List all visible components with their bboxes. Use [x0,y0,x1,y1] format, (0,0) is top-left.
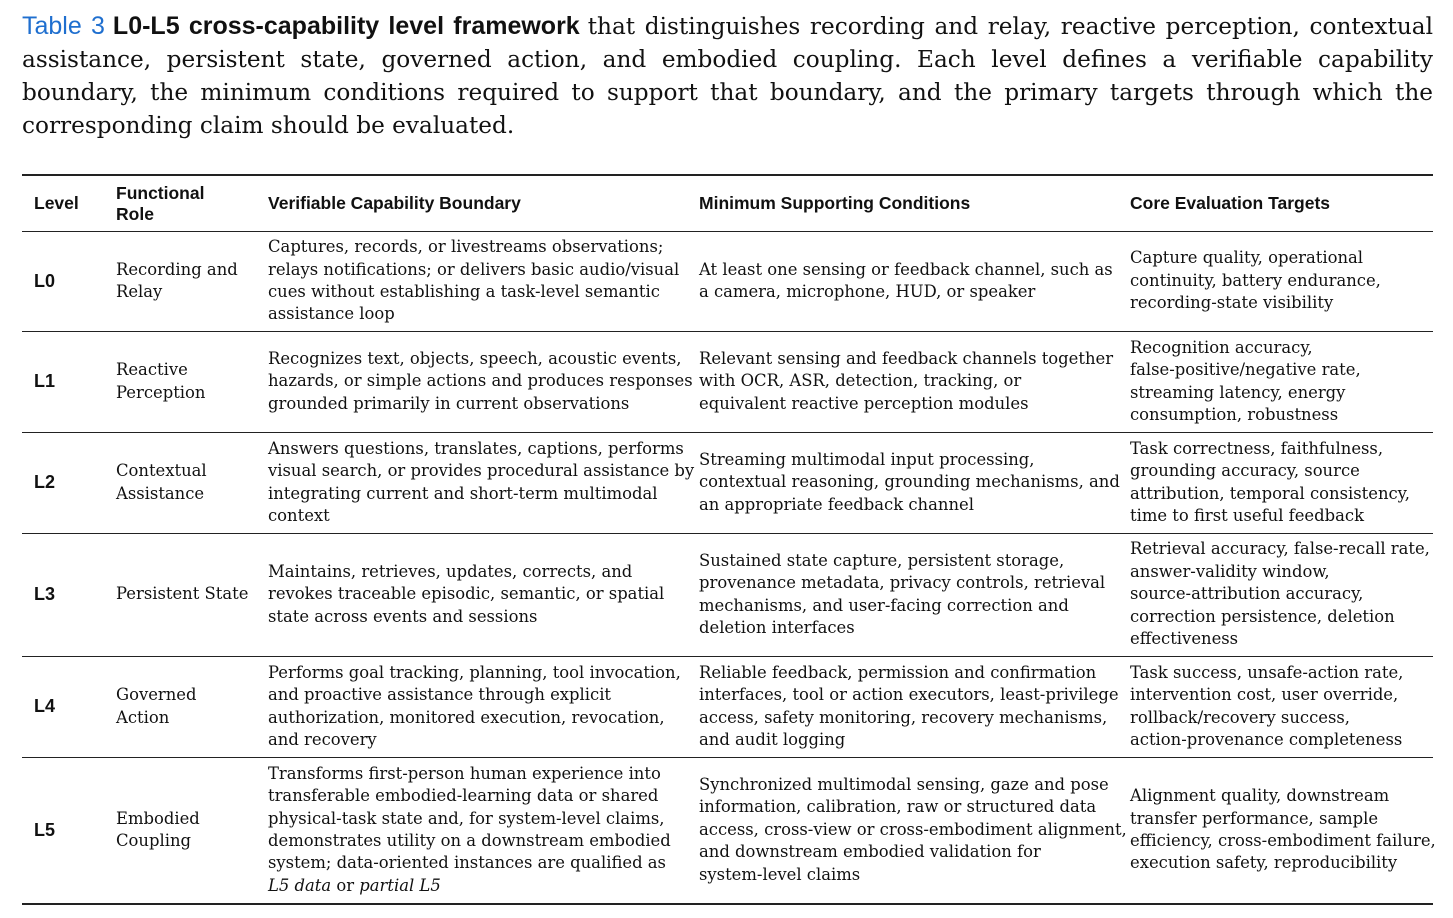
cell-line: Streaming multimodal input processing, [699,449,1035,469]
level-cell: L1 [34,371,56,392]
cell-line: equivalent reactive perception modules [699,393,1029,413]
table-row [22,433,1433,534]
table-header-row [22,175,1433,232]
cell-line: deletion interfaces [699,617,855,637]
functional-role-cell [104,657,256,758]
joiner-text: or [331,875,360,895]
cell-line: Performs goal tracking, planning, tool invocation, [268,662,681,682]
cell-line: authorization, monitored execution, revocation, [268,707,665,727]
cell-line: Governed [116,685,197,705]
italic-term: L5 data [268,875,332,895]
header-evaluation-targets: Core Evaluation Targets [1130,193,1331,213]
cell-line: Embodied [116,808,200,828]
table-row [22,332,1433,433]
cell-line: intervention cost, user override, [1130,685,1399,705]
evaluation-targets-cell [1118,433,1433,534]
table-row [22,232,1433,332]
cell-line: physical-task state and, for system-level claims, [268,808,665,828]
cell-line: grounded primarily in current observations [268,393,630,413]
cell-line: Task success, unsafe-action rate, [1130,662,1404,682]
cell-line: mechanisms, and user-facing correction and [699,595,1069,615]
supporting-conditions-cell [687,332,1118,433]
cell-line: Relay [116,282,163,301]
functional-role-cell [104,758,256,905]
cell-line: with OCR, ASR, detection, tracking, or [699,371,1022,391]
cell-line: Recognizes text, objects, speech, acoustic events, [268,348,682,368]
level-cell: L2 [34,472,56,493]
table-caption [22,10,1433,142]
cell-line: interfaces, tool or action executors, least-privilege [699,685,1119,705]
table-label: Table 3 [22,12,105,40]
cell-line: Contextual [116,461,207,481]
cell-line: action-provenance completeness [1130,729,1403,749]
functional-role-cell [104,433,256,534]
capability-boundary-cell [256,657,687,758]
cell-line: Transforms first-person human experience into [268,763,661,783]
evaluation-targets-cell [1118,758,1436,905]
cell-line: relays notifications; or delivers basic audio/visual [268,259,680,279]
evaluation-targets-cell [1118,332,1433,433]
cell-line: false-positive/negative rate, [1130,360,1361,380]
capability-boundary-cell [256,758,687,905]
cell-line: continuity, battery endurance, [1130,270,1381,290]
cell-line: transfer performance, sample [1130,808,1379,828]
cell-line: recording-state visibility [1130,293,1334,313]
cell-line: Assistance [116,483,205,503]
level-cell: L5 [34,819,56,840]
framework-table [22,174,1436,905]
cell-line: attribution, temporal consistency, [1130,483,1410,503]
cell-line: effectiveness [1130,629,1239,649]
functional-role-cell [104,232,256,332]
cell-line: state across events and sessions [268,606,538,626]
cell-line: grounding accuracy, source [1130,461,1360,481]
cell-line: Perception [116,382,206,402]
cell-line: demonstrates utility on a downstream embodied [268,831,671,850]
caption-text: that distinguishes recording and relay, reactive perception, contextual assistance, persistent state, governed action, and embodied coupling. Each level defines a verifiable capability boundary, the minimum conditions required to support that boundary, and the primary targets through which the corresponding claim should be evaluated. [22,13,1433,139]
cell-line: integrating current and short-term multimodal [268,483,658,503]
cell-line: time to first useful feedback [1130,505,1364,525]
cell-line: streaming latency, energy [1130,382,1346,402]
cell-line: efficiency, cross-embodiment failure, [1130,831,1436,850]
cell-line: access, cross-view or cross-embodiment alignment, [699,819,1127,839]
header-role-line-2: Role [116,203,154,224]
supporting-conditions-cell [687,232,1118,332]
functional-role-cell [104,534,256,657]
cell-line: Synchronized multimodal sensing, gaze and pose [699,774,1109,794]
cell-line: system-level claims [699,864,861,884]
evaluation-targets-cell [1118,232,1433,332]
header-functional-role [104,175,256,232]
header-supporting-conditions: Minimum Supporting Conditions [699,193,971,213]
cell-line [268,875,681,897]
cell-line: Recognition accuracy, [1130,337,1313,357]
cell-line: Relevant sensing and feedback channels together [699,348,1114,368]
cell-line: system; data-oriented instances are qualified as [268,853,666,873]
table-row [22,758,1433,905]
cell-line: Action [116,707,170,727]
table-row [22,657,1433,758]
cell-line: hazards, or simple actions and produces responses [268,371,693,391]
cell-line: assistance loop [268,304,395,324]
cell-line: context [268,505,330,525]
cell-line: source-attribution accuracy, [1130,584,1364,604]
table-title: L0-L5 cross-capability level framework [112,12,580,40]
supporting-conditions-cell [687,534,1118,657]
cell-line: transferable embodied-learning data or shared [268,786,659,806]
cell-line: correction persistence, deletion [1130,606,1395,626]
cell-line: cues without establishing a task-level semantic [268,282,660,301]
cell-line: and proactive assistance through explicit [268,685,612,705]
cell-line: and recovery [268,729,377,749]
italic-term: partial L5 [359,875,441,895]
cell-line: Answers questions, translates, captions, performs [268,438,684,458]
supporting-conditions-cell [687,657,1118,758]
cell-line: an appropriate feedback channel [699,494,974,514]
cell-line: Coupling [116,831,191,850]
table-row [22,534,1433,657]
capability-boundary-cell [256,332,693,433]
cell-line: Retrieval accuracy, false-recall rate, [1130,539,1430,559]
cell-line: Reliable feedback, permission and confirmation [699,662,1097,682]
cell-line: Task correctness, faithfulness, [1130,438,1384,458]
cell-line: and downstream embodied validation for [699,842,1041,862]
cell-line: contextual reasoning, grounding mechanisms, and [699,472,1120,492]
cell-line: revokes traceable episodic, semantic, or spatial [268,584,665,604]
cell-line: Alignment quality, downstream [1130,786,1390,806]
cell-line: Persistent State [116,584,249,604]
header-capability-boundary: Verifiable Capability Boundary [268,193,521,213]
cell-line: Capture quality, operational [1130,248,1364,268]
level-cell: L4 [34,696,56,717]
capability-boundary-cell [256,232,687,332]
header-level: Level [34,193,79,213]
cell-line: and audit logging [699,729,846,749]
cell-line: a camera, microphone, HUD, or speaker [699,282,1036,301]
cell-line: Recording and [116,259,238,279]
level-cell: L0 [34,270,56,291]
supporting-conditions-cell [687,758,1127,905]
cell-line: provenance metadata, privacy controls, retrieval [699,573,1106,593]
level-cell: L3 [34,584,56,605]
cell-line: consumption, robustness [1130,404,1339,424]
header-role-line-1: Functional [116,182,205,203]
cell-line: At least one sensing or feedback channel, such as [699,259,1113,279]
cell-line: answer-validity window, [1130,561,1330,581]
cell-line: information, calibration, raw or structured data [699,797,1097,817]
cell-line: access, safety monitoring, recovery mechanisms, [699,707,1108,727]
cell-line: rollback/recovery success, [1130,707,1350,727]
cell-line: visual search, or provides procedural assistance by [268,461,695,481]
cell-line: Reactive [116,360,188,380]
capability-boundary-cell [256,433,695,534]
cell-line: Sustained state capture, persistent storage, [699,550,1065,570]
cell-line: Captures, records, or livestreams observations; [268,237,664,257]
capability-boundary-cell [256,534,687,657]
cell-line: execution safety, reproducibility [1130,853,1398,873]
evaluation-targets-cell [1118,657,1433,758]
supporting-conditions-cell [687,433,1118,534]
evaluation-targets-cell [1118,534,1433,657]
cell-line: Maintains, retrieves, updates, corrects, and [268,561,633,581]
functional-role-cell [104,332,256,433]
